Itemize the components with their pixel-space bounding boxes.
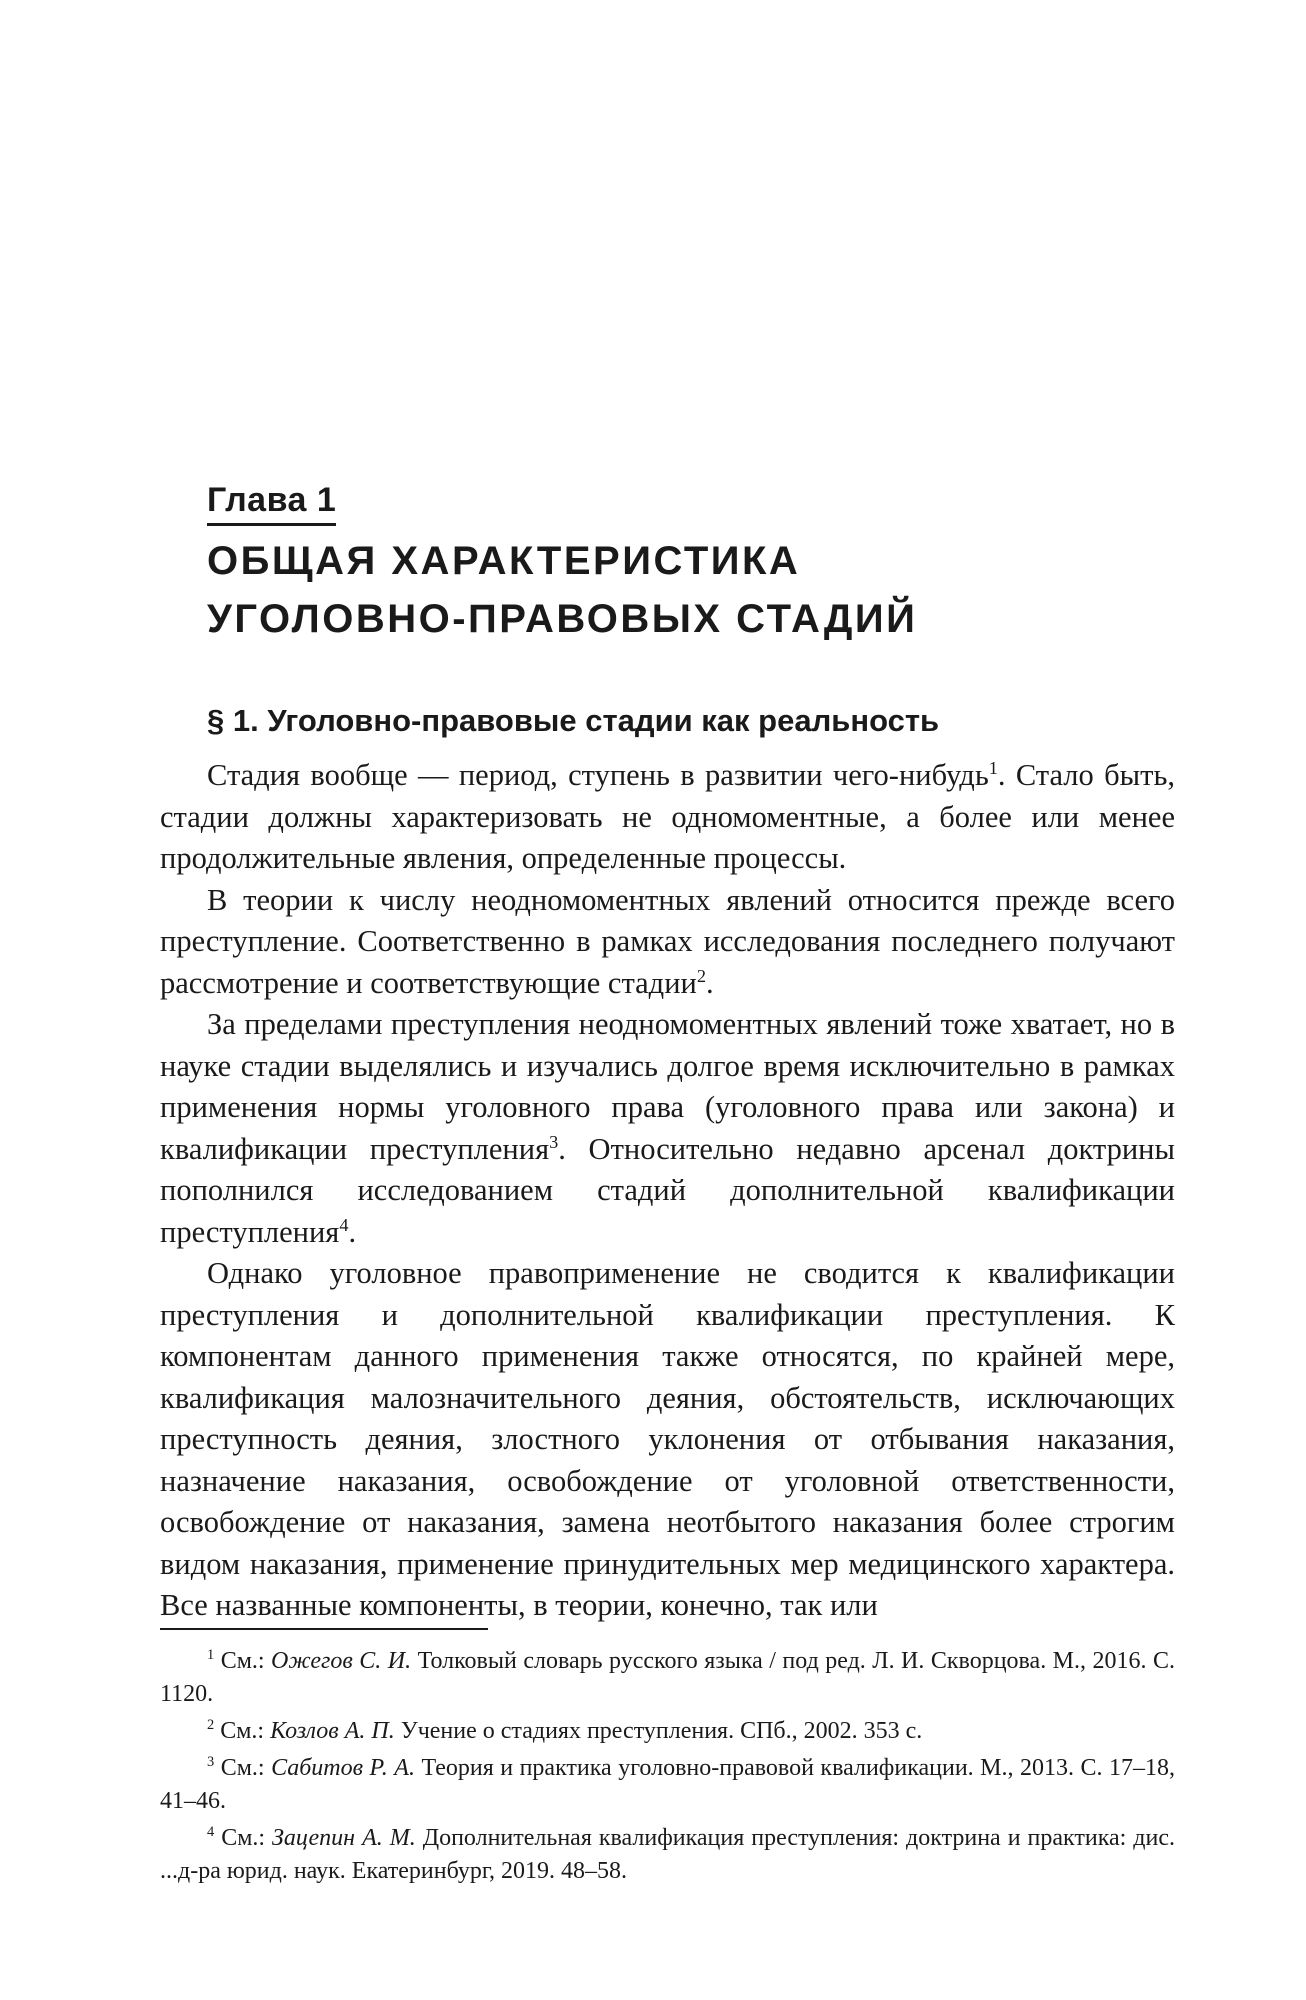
chapter-title-line-1: ОБЩАЯ ХАРАКТЕРИСТИКА — [207, 539, 801, 583]
footnote-author: Сабитов Р. А. — [271, 1755, 415, 1781]
footnote-number: 1 — [207, 1647, 215, 1663]
footnote-ref-4[interactable]: 4 — [339, 1214, 349, 1235]
footnote-prefix: См.: — [220, 1648, 272, 1674]
paragraph-3 — [160, 1004, 1175, 1253]
paragraph-text: Стадия вообще — период, ступень в развитии чего-нибудь — [207, 758, 989, 792]
footnote-prefix: См.: — [221, 1825, 273, 1851]
paragraph-text: За пределами преступления неодномоментных явлений тоже хватает, но в науке стадии выделялись и изучались долгое время исключительно в рамках применения нормы уголовного права (уголовного права или закона) и квалификации преступления — [160, 1007, 1175, 1166]
footnote-ref-1[interactable]: 1 — [988, 757, 998, 778]
footnote-4 — [160, 1822, 1175, 1888]
footnote-author: Ожегов С. И. — [271, 1648, 412, 1674]
paragraph-text: . — [348, 1214, 357, 1249]
footnotes — [160, 1645, 1175, 1892]
paragraph-text: . Стало быть, стадии должны характеризовать не одномоментные, а более или менее продолжительные явления, определенные процессы. — [160, 758, 1175, 875]
footnote-2 — [160, 1715, 1175, 1748]
footnote-number: 4 — [207, 1824, 215, 1840]
footnote-separator — [160, 1628, 488, 1630]
footnote-number: 2 — [207, 1717, 215, 1733]
footnote-text: Толковый словарь русского языка / под ред. Л. И. Скворцова. М., 2016. С. 1120. — [160, 1648, 1175, 1707]
chapter-title — [207, 532, 917, 648]
paragraph-text: . — [706, 965, 714, 1000]
footnote-ref-3[interactable]: 3 — [549, 1131, 559, 1152]
paragraph-4 — [160, 1253, 1175, 1627]
chapter-title-line-2: УГОЛОВНО-ПРАВОВЫХ СТАДИЙ — [207, 597, 918, 641]
section-heading: § 1. Уголовно-правовые стадии как реальность — [207, 703, 940, 738]
paragraph-text: Однако уголовное правоприменение не сводится к квалификации преступления и дополнительной квалификации преступления. К компонентам данного применения также относятся, по крайней мере, квалификация малозначительного деяния, обстоятельств, исключающих преступность деяния, злостного уклонения от отбывания наказания, назначение наказания, освобождение от уголовной ответственности, освобождение от наказания, замена неотбытого наказания более строгим видом наказания, применение принудительных мер медицинского характера. Все названные компоненты, в теории, конечно, так или — [160, 1256, 1175, 1622]
footnote-text: Теория и практика уголовно-правовой квалификации. М., 2013. С. 17–18, 41–46. — [160, 1755, 1175, 1814]
body-text — [160, 755, 1175, 1627]
paragraph-1 — [160, 755, 1175, 880]
paragraph-2 — [160, 880, 1175, 1005]
paragraph-text: . Относительно недавно арсенал доктрины пополнился исследованием стадий дополнительной квалификации преступления — [160, 1131, 1175, 1249]
footnote-3 — [160, 1752, 1175, 1818]
footnote-ref-2[interactable]: 2 — [696, 965, 706, 986]
footnote-number: 3 — [207, 1754, 215, 1770]
paragraph-text: В теории к числу неодномоментных явлений относится прежде всего преступление. Соответственно в рамках исследования последнего получают рассмотрение и соответствующие стадии — [160, 882, 1175, 1000]
footnote-author: Козлов А. П. — [270, 1718, 395, 1744]
footnote-author: Зацепин А. М. — [272, 1825, 416, 1851]
footnote-prefix: См.: — [220, 1755, 272, 1781]
chapter-label: Глава 1 — [207, 478, 336, 526]
footnote-prefix: См.: — [220, 1718, 271, 1744]
footnote-text: Учение о стадиях преступления. СПб., 2002. 353 с. — [394, 1718, 923, 1744]
footnote-1 — [160, 1645, 1175, 1711]
footnote-text: Дополнительная квалификация преступления: доктрина и практика: дис. ...д-ра юрид. наук. Екатеринбург, 2019. 48–58. — [160, 1825, 1175, 1884]
